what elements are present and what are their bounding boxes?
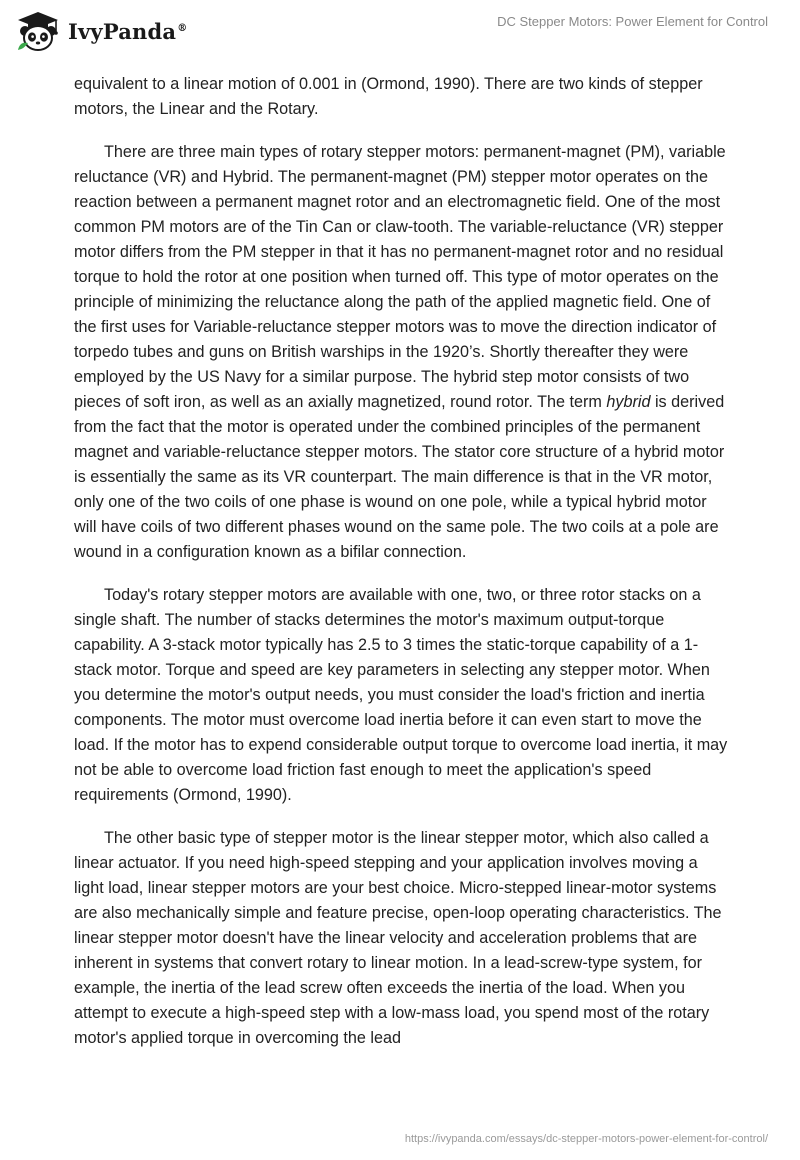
page-header [0, 0, 800, 70]
paragraph-2 [74, 140, 728, 565]
source-url[interactable]: https://ivypanda.com/essays/dc-stepper-motors-power-element-for-control/ [404, 1133, 768, 1145]
registered-mark: ® [177, 22, 188, 34]
hybrid-term: hybrid [606, 393, 651, 411]
panda-logo-icon [14, 10, 62, 52]
paragraph-2-part-2: is derived from the fact that the motor is operated under the combined principles of the permanent magnet and variable-reluctance stepper motors. The stator core structure of a hybrid motor is essentially the same as its VR counterpart. The main difference is that in the VR motor, only one of the two coils of one phase is wound on one pole, while a typical hybrid motor will have coils of two different phases wound on the same pole. The two coils at a pole are wound in a configuration known as a bifilar connection. [74, 393, 725, 561]
site-logo[interactable] [14, 10, 187, 52]
essay-body [74, 72, 728, 1069]
paragraph-4: The other basic type of stepper motor is the linear stepper motor, which also called a linear actuator. If you need high-speed stepping and your application involves moving a light load, linear stepper motors are your best choice. Micro-stepped linear-motor systems are also mechanically simple and feature precise, open-loop operating characteristics. The linear stepper motor doesn't have the linear velocity and acceleration problems that are inherent in systems that convert rotary to linear motion. In a lead-screw-type system, for example, the inertia of the lead screw often exceeds the inertia of the load. When you attempt to execute a high-speed step with a low-mass load, you spend most of the rotary motor's applied torque in overcoming the lead [74, 829, 722, 1047]
paragraph-1: equivalent to a linear motion of 0.001 in (Ormond, 1990). There are two kinds of stepper motors, the Linear and the Rotary. [74, 75, 703, 118]
paragraph-3: Today's rotary stepper motors are available with one, two, or three rotor stacks on a single shaft. The number of stacks determines the motor's maximum output-torque capability. A 3-stack motor typically has 2.5 to 3 times the static-torque capability of a 1-stack motor. Torque and speed are key parameters in selecting any stepper motor. When you determine the motor's output needs, you must consider the load's friction and inertia components. The motor must overcome load inertia before it can even start to move the load. If the motor has to expend considerable output torque to overcome load inertia, it may not be able to overcome load friction fast enough to meet the application's speed requirements (Ormond, 1990). [74, 586, 728, 804]
paragraph-2-part-1: There are three main types of rotary stepper motors: permanent-magnet (PM), variable reluctance (VR) and Hybrid. The permanent-magnet (PM) stepper motor operates on the reaction between a permanent magnet rotor and an electromagnetic field. One of the most common PM motors are of the Tin Can or claw-tooth. The variable-reluctance (VR) stepper motor differs from the PM stepper in that it has no permanent-magnet rotor and no residual torque to hold the rotor at one position when turned off. This type of motor operates on the principle of minimizing the reluctance along the path of the applied magnetic field. One of the first uses for Variable-reluctance stepper motors was to move the direction indicator of torpedo tubes and guns on British warships in the 1920’s. Shortly thereafter they were employed by the US Navy for a similar purpose. The hybrid step motor consists of two pieces of soft iron, as well as an axially magnetized, round rotor. The term [74, 143, 726, 411]
document-title: DC Stepper Motors: Power Element for Control [497, 14, 768, 29]
logo-text: IvyPanda® [68, 18, 188, 44]
